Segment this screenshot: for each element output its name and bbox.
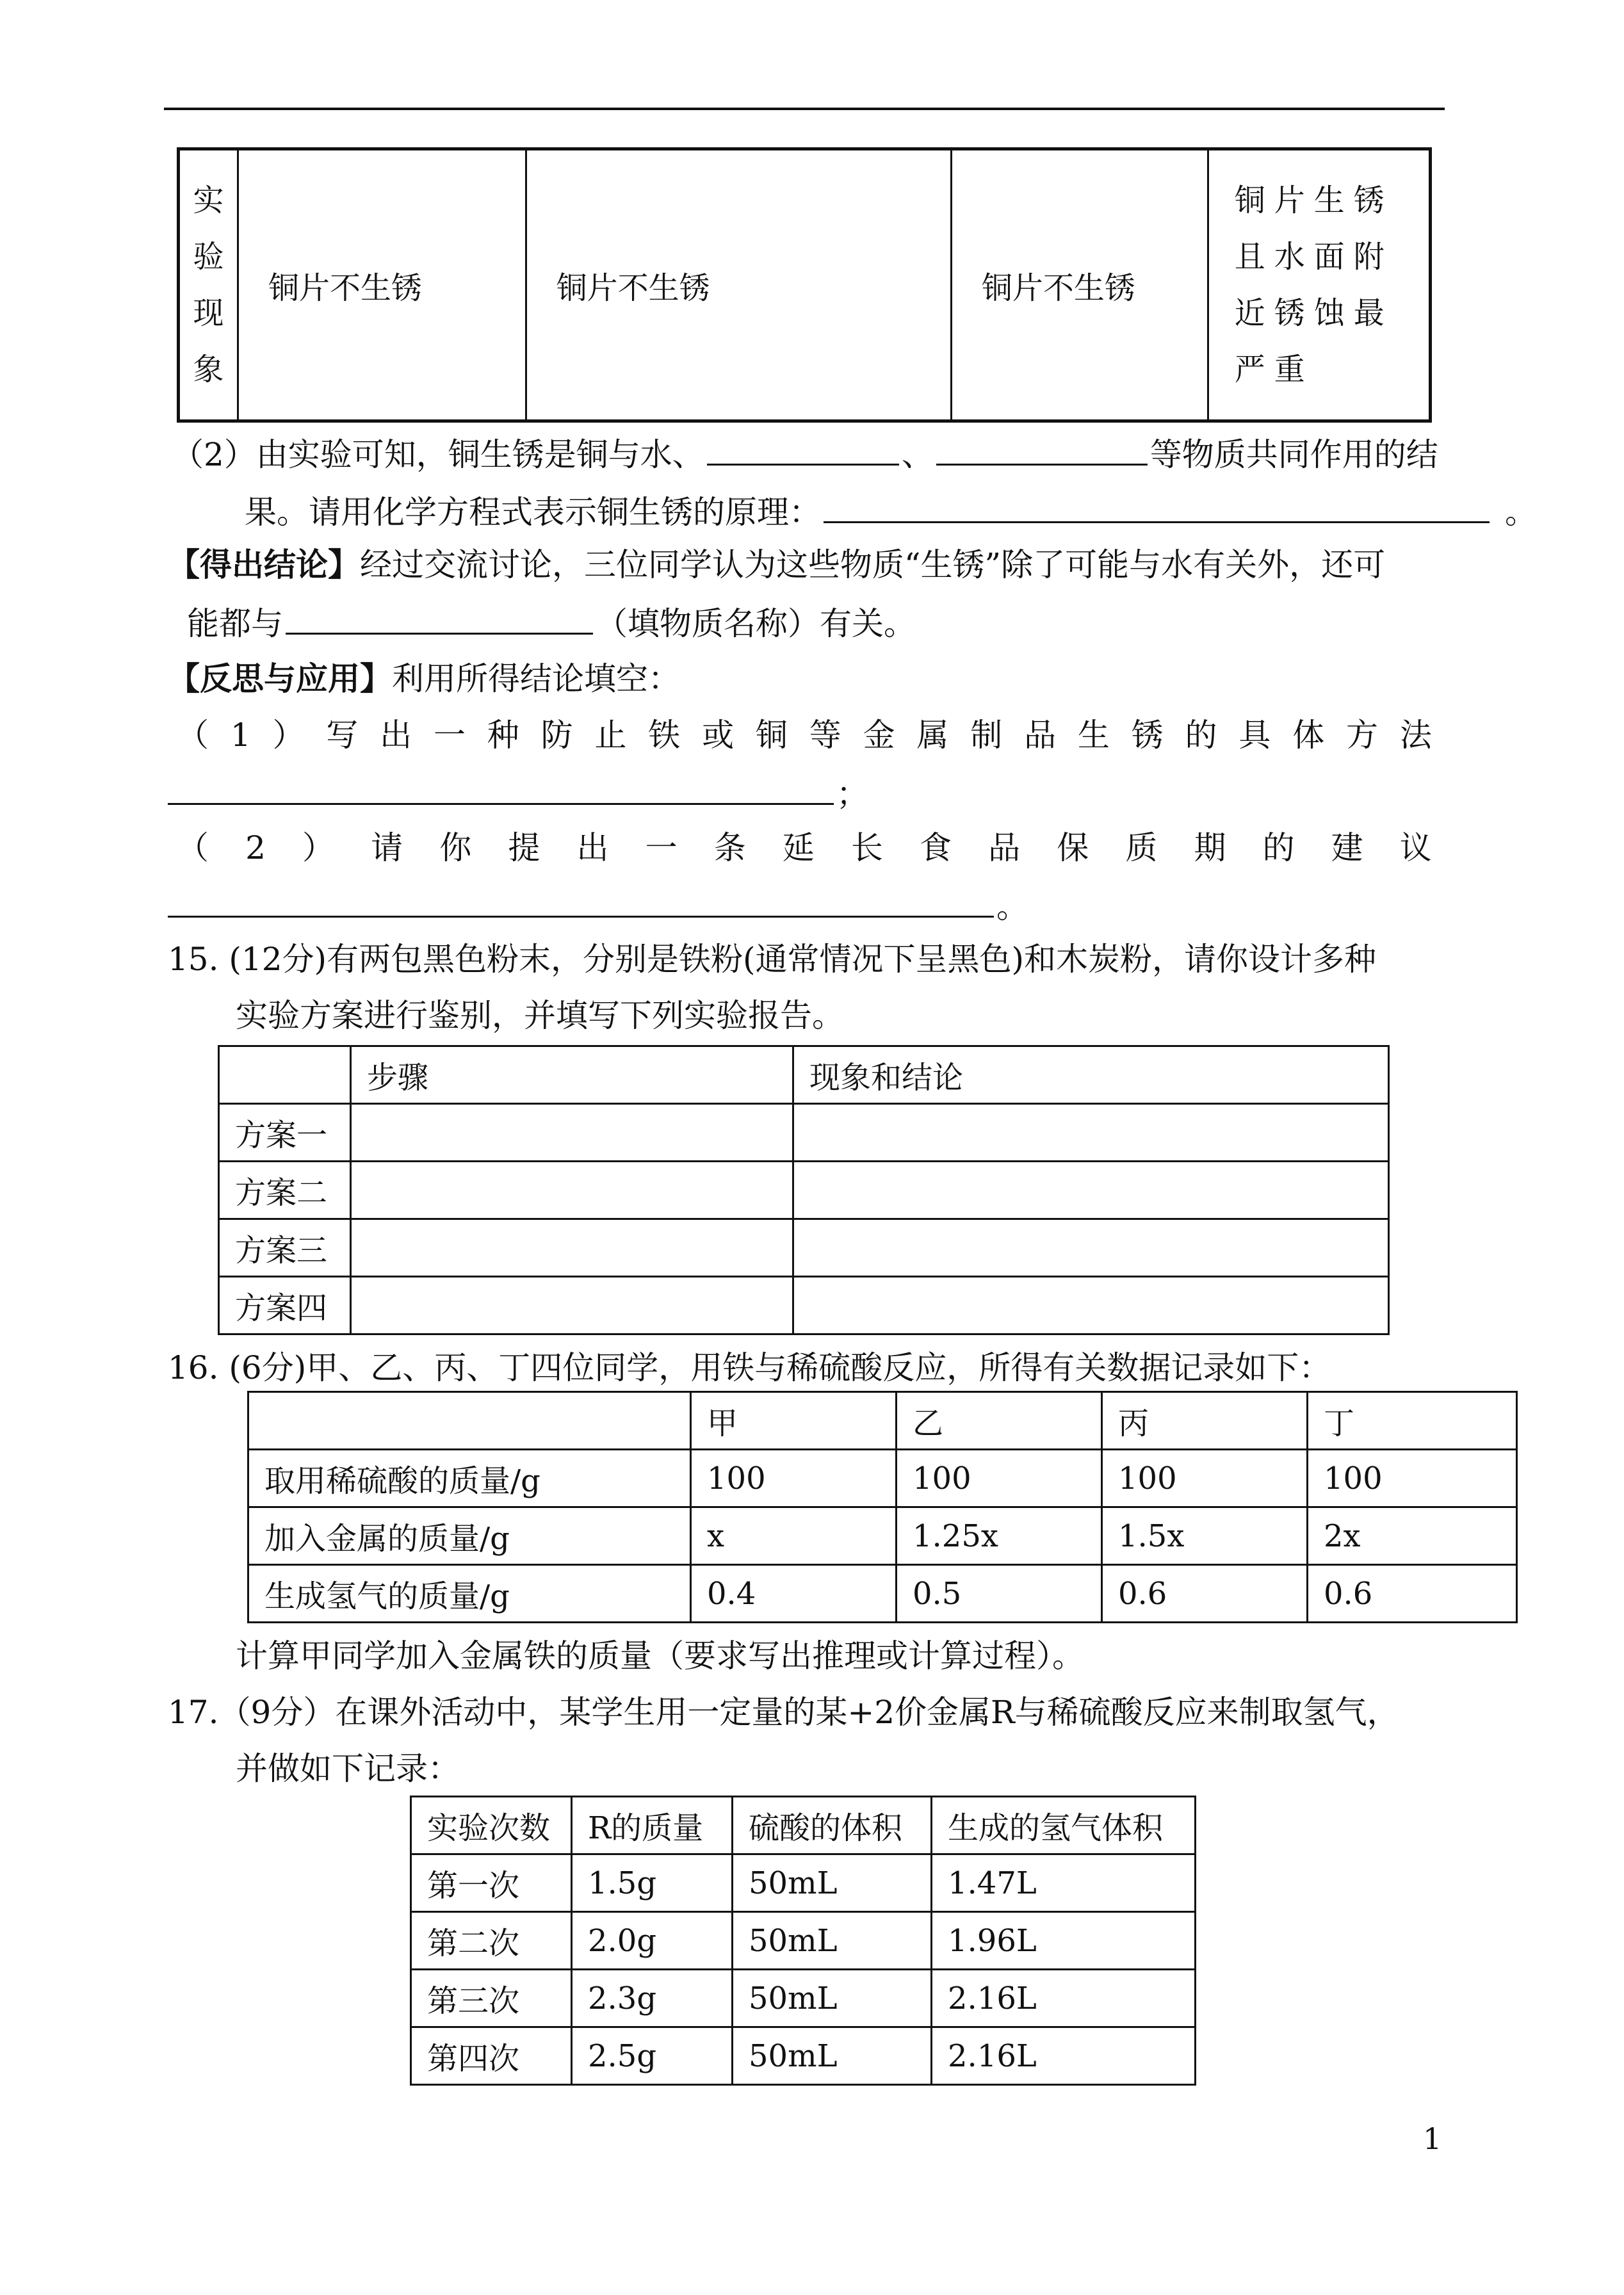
conclusion-line2 — [187, 602, 916, 643]
text: 能都与 — [187, 605, 283, 642]
row-label: 第四次 — [411, 2027, 572, 2085]
row-label: 生成氢气的质量/g — [248, 1565, 691, 1623]
table-q15 — [218, 1045, 1390, 1335]
table-header: 丁 — [1308, 1392, 1517, 1450]
header-char: 验 — [193, 239, 224, 275]
table-cell: 2.3g — [572, 1970, 733, 2027]
row-label: 方案三 — [219, 1219, 351, 1277]
section-label: 【反思与应用】 — [168, 660, 392, 697]
q16-after: 计算甲同学加入金属铁的质量（要求写出推理或计算过程）。 — [236, 1637, 1084, 1675]
char: 的 — [1262, 829, 1295, 866]
table-cell: 0.4 — [691, 1565, 897, 1623]
char: 属 — [916, 717, 949, 754]
table-cell[interactable] — [351, 1162, 793, 1219]
char: 品 — [1024, 717, 1057, 754]
row-label: 第一次 — [411, 1854, 572, 1912]
char: 延 — [782, 829, 815, 866]
char: 出 — [380, 717, 412, 754]
char: 铁 — [648, 717, 681, 754]
conclusion-line1 — [168, 546, 1385, 584]
header-char: 实 — [193, 182, 224, 218]
q2-line2 — [245, 491, 1537, 531]
q15-line2: 实验方案进行鉴别，并填写下列实验报告。 — [236, 997, 844, 1034]
reflection-line — [168, 660, 680, 698]
char: 生 — [1077, 717, 1110, 754]
row-label: 加入金属的质量/g — [248, 1507, 691, 1565]
text: 经过交流讨论，三位同学认为这些物质“生锈”除了可能与水有关外，还可 — [360, 546, 1386, 583]
table-cell[interactable] — [793, 1162, 1389, 1219]
table-cell — [1208, 149, 1430, 421]
char: 请 — [371, 829, 403, 866]
reflection-item2-blank — [168, 885, 1028, 926]
answer-blank[interactable] — [286, 602, 593, 635]
char: 一 — [645, 829, 678, 866]
char: 方 — [1346, 717, 1379, 754]
table-header: 硫酸的体积 — [733, 1797, 932, 1854]
char: （ — [177, 829, 209, 866]
q17-line2: 并做如下记录： — [236, 1750, 460, 1787]
table-cell: 0.6 — [1308, 1565, 1517, 1623]
table-cell: 0.6 — [1102, 1565, 1308, 1623]
char: 一 — [433, 717, 466, 754]
table-cell: 100 — [897, 1450, 1102, 1507]
char: 保 — [1057, 829, 1089, 866]
table-cell: 100 — [1308, 1450, 1517, 1507]
char: 出 — [576, 829, 609, 866]
row-label: 第二次 — [411, 1912, 572, 1970]
table-cell: 100 — [691, 1450, 897, 1507]
char: 品 — [988, 829, 1021, 866]
char: 法 — [1399, 717, 1432, 754]
char: 建 — [1331, 829, 1363, 866]
cell-line: 严重 — [1234, 352, 1314, 387]
table-cell: x — [691, 1507, 897, 1565]
header-char: 象 — [193, 352, 224, 387]
table-cell[interactable] — [793, 1219, 1389, 1277]
q16-line1: 16. (6分)甲、乙、丙、丁四位同学，用铁与稀硫酸反应，所得有关数据记录如下： — [168, 1349, 1331, 1386]
table-cell: 1.96L — [932, 1912, 1196, 1970]
table-header: 生成的氢气体积 — [932, 1797, 1196, 1854]
char: 体 — [1292, 717, 1325, 754]
reflection-item2 — [177, 829, 1432, 867]
table-header: 实验次数 — [411, 1797, 572, 1854]
cell-line: 铜片生锈 — [1234, 182, 1393, 218]
char: 提 — [508, 829, 540, 866]
table-cell: 100 — [1102, 1450, 1308, 1507]
table-cell: 2.16L — [932, 1970, 1196, 2027]
char: 或 — [702, 717, 735, 754]
table-cell: 1.5g — [572, 1854, 733, 1912]
page-number: 1 — [1423, 2121, 1442, 2156]
cell-line: 近锈蚀最 — [1234, 295, 1393, 331]
table-cell: 1.47L — [932, 1854, 1196, 1912]
table-cell: 2.16L — [932, 2027, 1196, 2085]
table-cell: 50mL — [733, 1912, 932, 1970]
char: 等 — [809, 717, 841, 754]
char: 的 — [1185, 717, 1217, 754]
table-header: 丙 — [1102, 1392, 1308, 1450]
header-char: 现 — [193, 295, 224, 331]
text: 。 — [996, 888, 1028, 925]
table-copper-observation — [177, 147, 1432, 423]
table-header — [219, 1046, 351, 1104]
table-header: 步骤 — [351, 1046, 793, 1104]
char: 制 — [970, 717, 1003, 754]
char: 议 — [1399, 829, 1432, 866]
char: 具 — [1238, 717, 1271, 754]
char: 2 — [245, 829, 266, 866]
char: ） — [272, 717, 305, 754]
char: 锈 — [1131, 717, 1164, 754]
char: 金 — [863, 717, 895, 754]
reflection-item1-blank — [168, 772, 868, 813]
char: （ — [177, 717, 209, 754]
table-header — [248, 1392, 691, 1450]
table-cell: 2x — [1308, 1507, 1517, 1565]
char: 食 — [920, 829, 952, 866]
cell-line: 且水面附 — [1234, 239, 1393, 275]
table-header: 甲 — [691, 1392, 897, 1450]
char: 质 — [1125, 829, 1158, 866]
char: 1 — [230, 717, 251, 754]
answer-blank[interactable] — [707, 433, 899, 466]
table-cell: 50mL — [733, 1970, 932, 2027]
row-header-observation — [179, 149, 238, 421]
q17-line1: 17.（9分）在课外活动中，某学生用一定量的某+2价金属R与稀硫酸反应来制取氢气， — [168, 1694, 1399, 1731]
row-label: 方案一 — [219, 1104, 351, 1162]
table-header: 现象和结论 — [793, 1046, 1389, 1104]
answer-blank[interactable] — [936, 433, 1148, 466]
table-q17 — [410, 1796, 1196, 2086]
text: 果。请用化学方程式表示铜生锈的原理： — [245, 494, 821, 531]
text: （2）由实验可知，铜生锈是铜与水、 — [172, 436, 704, 473]
char: 长 — [850, 829, 883, 866]
table-cell[interactable] — [351, 1219, 793, 1277]
answer-blank[interactable] — [824, 491, 1490, 523]
table-cell: 0.5 — [897, 1565, 1102, 1623]
text: 。 — [1505, 494, 1537, 531]
char: 种 — [487, 717, 519, 754]
table-cell[interactable] — [793, 1277, 1389, 1334]
table-header: R的质量 — [572, 1797, 733, 1854]
char: 期 — [1194, 829, 1226, 866]
text: （填物质名称）有关。 — [596, 605, 916, 642]
row-label: 方案四 — [219, 1277, 351, 1334]
table-cell[interactable] — [351, 1277, 793, 1334]
table-cell[interactable] — [351, 1104, 793, 1162]
table-cell: 2.0g — [572, 1912, 733, 1970]
table-cell: 铜片不生锈 — [238, 149, 526, 421]
answer-blank[interactable] — [168, 885, 994, 918]
row-label: 第三次 — [411, 1970, 572, 2027]
table-cell: 50mL — [733, 1854, 932, 1912]
text: 利用所得结论填空： — [392, 660, 680, 697]
table-cell: 铜片不生锈 — [951, 149, 1208, 421]
reflection-item1 — [177, 716, 1432, 754]
q2-line1 — [172, 433, 1438, 474]
table-cell[interactable] — [793, 1104, 1389, 1162]
char: 写 — [326, 717, 359, 754]
char: 条 — [713, 829, 746, 866]
section-label: 【得出结论】 — [168, 546, 360, 583]
table-cell: 1.25x — [897, 1507, 1102, 1565]
answer-blank[interactable] — [168, 772, 834, 805]
table-cell: 铜片不生锈 — [526, 149, 951, 421]
row-label: 方案二 — [219, 1162, 351, 1219]
char: 防 — [540, 717, 573, 754]
char: ） — [302, 829, 335, 866]
text: ； — [836, 775, 868, 813]
q15-line1: 15. (12分)有两包黑色粉末，分别是铁粉(通常情况下呈黑色)和木炭粉，请你设计多种 — [168, 941, 1377, 978]
row-label: 取用稀硫酸的质量/g — [248, 1450, 691, 1507]
text: 等物质共同作用的结 — [1149, 436, 1438, 473]
table-q16 — [247, 1391, 1518, 1623]
char: 铜 — [755, 717, 788, 754]
table-cell: 50mL — [733, 2027, 932, 2085]
table-cell: 2.5g — [572, 2027, 733, 2085]
table-cell: 1.5x — [1102, 1507, 1308, 1565]
header-rule — [164, 108, 1445, 110]
char: 止 — [594, 717, 627, 754]
text: 、 — [901, 436, 934, 473]
table-header: 乙 — [897, 1392, 1102, 1450]
char: 你 — [439, 829, 472, 866]
